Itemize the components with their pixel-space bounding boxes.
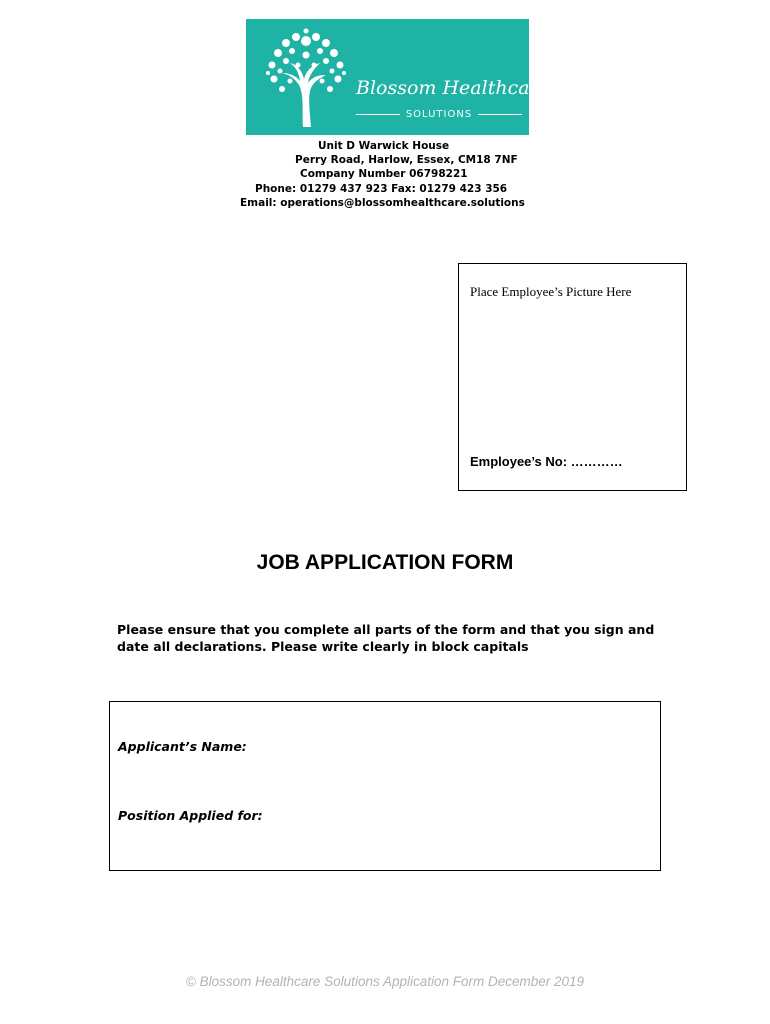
company-logo — [246, 19, 550, 135]
logo-rule-right — [478, 114, 522, 115]
logo-name: Blossom Healthcare — [356, 77, 550, 99]
logo-subtitle — [356, 109, 522, 120]
company-number: Company Number 06798221 — [300, 168, 468, 180]
photo-caption: Place Employee’s Picture Here — [470, 284, 632, 299]
logo-rule-left — [356, 114, 400, 115]
position-applied-label: Position Applied for: — [118, 808, 263, 823]
email: Email: operations@blossomhealthcare.solutions — [240, 197, 525, 209]
page-title: JOB APPLICATION FORM — [256, 551, 514, 574]
footer: © Blossom Healthcare Solutions Application Form December 2019 — [185, 974, 585, 989]
employee-number-label: Employee’s No: ………… — [470, 454, 623, 469]
address-line-2: Perry Road, Harlow, Essex, CM18 7NF — [295, 154, 518, 166]
address-line-1: Unit D Warwick House — [318, 140, 450, 152]
tree-icon — [256, 25, 356, 129]
phone-fax: Phone: 01279 437 923 Fax: 01279 423 356 — [255, 183, 508, 195]
applicant-details-box — [109, 701, 661, 871]
instructions: Please ensure that you complete all parts of the form and that you sign and date all declarations. Please write clearly in block capitals — [117, 622, 655, 654]
photo-box — [458, 263, 687, 491]
logo-subtitle-text: SOLUTIONS — [405, 109, 473, 120]
applicant-name-label: Applicant’s Name: — [118, 739, 247, 754]
